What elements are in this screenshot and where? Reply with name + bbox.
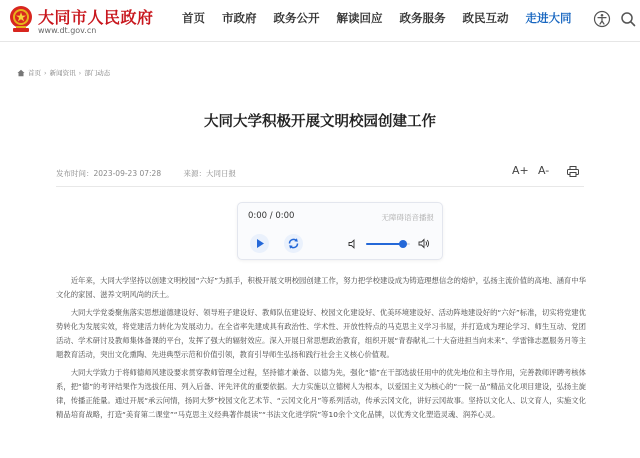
font-decrease-button[interactable]: A- [538, 164, 550, 177]
meta-divider [56, 186, 584, 187]
breadcrumb-news[interactable]: 新闻资讯 [49, 69, 76, 77]
nav-item-interpretation[interactable]: 解读回应 [336, 11, 383, 25]
publish-time: 2023-09-23 07:28 [93, 169, 162, 178]
main-nav [182, 10, 589, 28]
loop-icon [284, 234, 303, 253]
breadcrumb-separator: › [44, 68, 47, 77]
play-button[interactable] [250, 234, 269, 253]
volume-fill [366, 243, 403, 245]
volume-high-icon[interactable] [418, 238, 430, 249]
source-name: 大同日报 [205, 169, 236, 178]
volume-slider[interactable] [366, 243, 410, 245]
breadcrumb-separator: › [78, 68, 82, 77]
article-body [56, 274, 586, 426]
site-title[interactable]: 大同市人民政府 [38, 8, 154, 27]
nav-item-government-affairs[interactable]: 政务公开 [273, 11, 320, 25]
article-paragraph: 近年来，大同大学坚持以创建文明校园“六好”为抓手，积极开展文明校园创建工作，努力把学校建设成为铸造理想信念的熔炉，弘扬主流价值的高地、涵育中华文化的家园、滋养文明风尚的沃土。 [56, 276, 586, 299]
print-icon[interactable] [567, 166, 579, 177]
search-icon[interactable] [620, 10, 636, 28]
font-increase-button[interactable]: A+ [512, 164, 529, 177]
accessibility-voice-label: 无障碍语音播报 [381, 213, 434, 222]
article-meta [56, 168, 236, 179]
play-icon [250, 234, 269, 253]
loop-button[interactable] [284, 234, 303, 253]
nav-item-home[interactable]: 首页 [182, 11, 205, 25]
site-domain: www.dt.gov.cn [38, 26, 97, 35]
national-emblem-icon [7, 4, 35, 34]
breadcrumb-home[interactable]: 首页 [28, 69, 41, 77]
home-icon [17, 69, 25, 77]
audio-player [237, 202, 443, 260]
nav-item-city-government[interactable]: 市政府 [222, 11, 257, 25]
volume-low-icon[interactable] [348, 239, 358, 249]
site-header [0, 0, 640, 42]
article-paragraph: 大同大学党委聚焦落实思想道德建设好、领导班子建设好、教师队伍建设好、校园文化建设好、优美环境建设好、活动阵地建设好的“六好”标准，切实将党建优势转化为发展实效，将党建活力转化为发展动力。在全省率先建成具有政治性、学术性、开放性特点的马克思主义学习书屋，并打造成为理论学习、师生互动、党团活动、学术研讨及教师集体备课的平台，发挥了强大的辐射效应。深入开展日常思想政治教育，组织开展“青春献礼二十大奋进担当向未来”、学雷锋志愿服务月等主题教育活动，突出文化熏陶、先进典型示范和价值引领，教育引导师生弘扬和践行社会主义核心价值观。 [56, 308, 586, 359]
playback-time: 0:00 / 0:00 [248, 211, 295, 221]
nav-item-public-interaction[interactable]: 政民互动 [462, 11, 509, 25]
source-label: 来源： [183, 169, 206, 178]
publish-label: 发布时间： [56, 169, 94, 178]
article-paragraph: 大同大学致力于将师德师风建设要求贯穿教师管理全过程，坚持德才兼备、以德为先，强化“德”在干部选拔任用中的优先地位和主导作用，完善教师评聘考核体系，把“德”的考评结果作为选拔任用、列入后备、评先评优的重要依据。大力实施以立德树人为根本，以爱国主义为核心的“一院一品”精品文化项目建设，弘扬主旋律，传播正能量。通过开展“承云问情，扬同大梦”校园文化艺术节、“云冈文化月”等系列活动，传承云冈文化，讲好云冈故事。坚持以文化人、以文育人，实施文化精品培育战略，打造“美育第二课堂”“马克思主义经典著作晨读”“书法文化进学院”等10余个文化品牌，以优秀文化塑造灵魂、润养心灵。 [56, 368, 586, 419]
article-title: 大同大学积极开展文明校园创建工作 [204, 114, 436, 130]
accessibility-icon[interactable] [593, 10, 611, 28]
breadcrumb-department-news[interactable]: 部门动态 [84, 69, 111, 77]
volume-handle[interactable] [399, 240, 407, 248]
nav-item-about-datong[interactable]: 走进大同 [525, 11, 572, 25]
nav-item-government-services[interactable]: 政务服务 [399, 11, 446, 25]
breadcrumb [17, 68, 110, 77]
